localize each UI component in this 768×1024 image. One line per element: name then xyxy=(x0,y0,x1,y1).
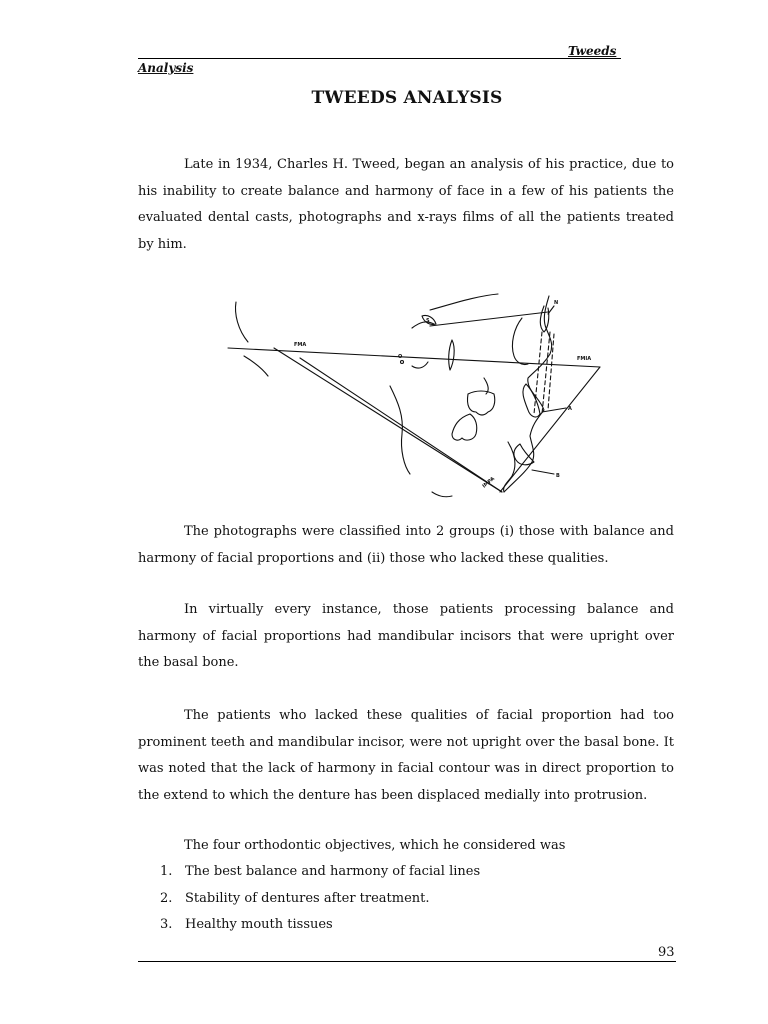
tweed-triangle-figure xyxy=(214,266,606,512)
condyle-outline xyxy=(412,362,428,368)
sella-nasion-line xyxy=(430,312,548,326)
symphysis-outline xyxy=(504,442,515,492)
objective-number: 3. xyxy=(160,917,173,932)
dashed-a-line xyxy=(534,332,542,414)
paragraph-intro: Late in 1934, Charles H. Tweed, began an analysis of his practice, due to his inability to create balance and harmony of face in a few of his patients the evaluated dental casts, photographs and x-rays films of all the patients treated by him. xyxy=(138,157,674,252)
page-title: TWEEDS ANALYSIS xyxy=(311,88,503,108)
occipital-curve xyxy=(244,356,268,376)
paragraph-groups: The photographs were classified into 2 groups (i) those with balance and harmony of facial proportions and (ii) those who lacked these qualities. xyxy=(138,524,674,566)
upper-molar xyxy=(467,391,494,415)
label-a: A xyxy=(568,406,572,412)
running-header-left: Analysis xyxy=(138,61,194,75)
paragraph-protrusion: The patients who lacked these qualities of facial proportion had too prominent teeth and mandibular incisor, were not upright over the basal bone. It was noted that the lack of harmony in facial contour was in direct proportion to the extend to which the denture has been displaced medially into protrusion. xyxy=(138,708,674,803)
ramus-outline xyxy=(390,386,410,474)
hyoid-outline xyxy=(432,492,452,497)
objective-text: The best balance and harmony of facial lines xyxy=(185,864,481,879)
cranial-base-curve xyxy=(430,294,498,310)
objective-text: Stability of dentures after treatment. xyxy=(185,890,430,906)
label-o: O xyxy=(398,354,403,360)
mandibular-border-line xyxy=(300,358,502,492)
objective-item xyxy=(160,886,480,913)
label-n: N xyxy=(554,300,559,306)
label-impa: IMPA xyxy=(481,475,496,490)
objective-text: Healthy mouth tissues xyxy=(185,917,333,932)
lower-molar xyxy=(452,414,477,440)
page-number: 93 xyxy=(658,945,675,960)
orbit-outline xyxy=(512,318,528,365)
upper-incisor xyxy=(523,384,540,417)
label-b: B xyxy=(556,473,560,479)
a-point-pointer xyxy=(542,408,566,412)
label-fmia: FMIA xyxy=(577,356,592,362)
b-point-pointer xyxy=(532,470,554,474)
objective-item xyxy=(160,859,480,886)
paragraph-balance: In virtually every instance, those patients processing balance and harmony of facial proportions had mandibular incisors that were upright over the basal bone. xyxy=(138,602,674,670)
objective-item xyxy=(160,912,480,939)
header-rule xyxy=(138,58,621,59)
label-s: S xyxy=(426,318,430,324)
dashed-b-line xyxy=(542,332,550,414)
frankfort-plane-line xyxy=(228,348,600,367)
label-fma: FMA xyxy=(294,342,307,348)
objective-number: 2. xyxy=(160,890,173,906)
skull-outline xyxy=(236,302,249,342)
mandibular-plane-line xyxy=(274,348,502,492)
objectives-list xyxy=(160,859,480,939)
orbitale-point xyxy=(401,361,404,364)
objective-number: 1. xyxy=(160,864,173,879)
cranial-base-curve-2 xyxy=(412,322,434,328)
footer-rule xyxy=(138,961,676,962)
ear-outline xyxy=(449,340,454,370)
soft-tissue-profile xyxy=(504,296,552,492)
running-header-right: Tweeds xyxy=(568,44,617,58)
paragraph-objectives-intro: The four orthodontic objectives, which he considered was xyxy=(184,838,566,853)
dashed-n-line xyxy=(548,334,554,410)
